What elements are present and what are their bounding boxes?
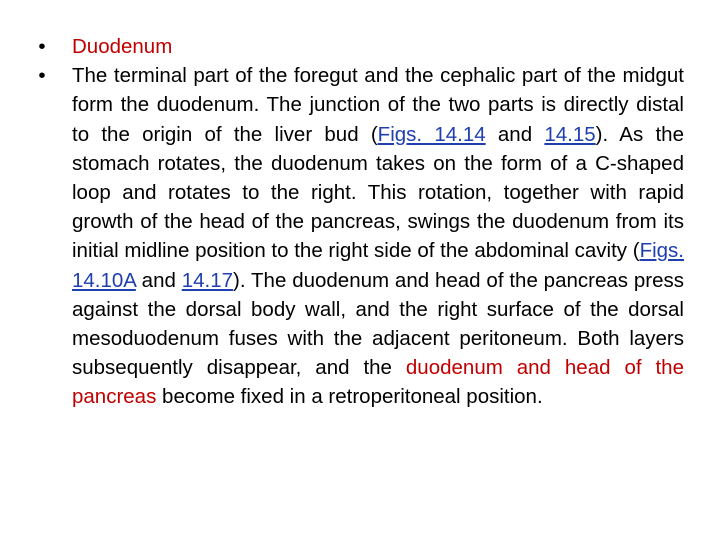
text-run: and	[485, 122, 545, 146]
text-run: become fixed in a retroperitoneal position.	[156, 385, 543, 409]
text-run: ). The duodenum and head of the pancreas press against the dorsal body wall, and the right surface of the dorsal mesoduodenum fuses with the adjacent peritoneum. Both layers subsequently disappear, and the	[72, 268, 684, 380]
bullet-heading-item	[32, 32, 684, 61]
text-run: and	[135, 268, 182, 292]
text-run: ). As the stomach rotates, the duodenum takes on the form of a C-shaped loop and rotates to the right. This rotation, together with rapid growth of the head of the pancreas, swings the duodenum from its initial midline position to the right side of the abdominal cavity (	[72, 122, 684, 263]
highlighted-phrase: duodenum and head of the pancreas	[72, 356, 684, 409]
figure-link-14-17[interactable]: 14.17	[181, 268, 234, 292]
figure-link-14-15[interactable]: 14.15	[544, 122, 596, 146]
figure-link-14-10a[interactable]: Figs. 14.10A	[72, 239, 684, 292]
text-run: The terminal part of the foregut and the cephalic part of the midgut form the duodenum. The junction of the two parts is directly distal to the origin of the liver bud (	[72, 64, 684, 146]
bullet-dot: •	[38, 64, 46, 88]
bullet-list	[32, 32, 684, 412]
paragraph-text	[72, 61, 684, 411]
bullet-paragraph-item	[32, 61, 684, 411]
figure-link-14-14[interactable]: Figs. 14.14	[377, 122, 486, 146]
section-heading: Duodenum	[72, 35, 173, 58]
bullet-dot: •	[38, 35, 46, 58]
